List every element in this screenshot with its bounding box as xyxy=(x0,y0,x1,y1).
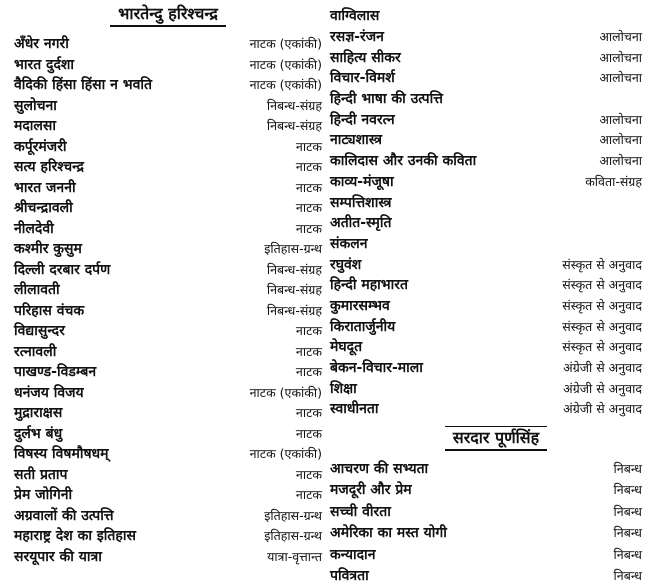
work-title: नीलदेवी xyxy=(14,220,54,237)
work-genre: निबन्ध xyxy=(613,546,642,562)
section-heading xyxy=(14,0,322,34)
work-row xyxy=(14,383,322,404)
work-genre: इतिहास-ग्रन्थ xyxy=(264,528,322,544)
work-row xyxy=(330,254,642,275)
work-genre: अंग्रेजी से अनुवाद xyxy=(563,401,642,417)
work-genre: नाटक xyxy=(295,487,322,503)
work-row xyxy=(14,55,322,76)
work-row xyxy=(14,424,322,445)
work-title: कालिदास और उनकी कविता xyxy=(330,153,477,170)
work-genre: नाटक xyxy=(295,159,322,175)
work-genre: आलोचना xyxy=(599,29,642,45)
work-genre: नाटक (एकांकी) xyxy=(249,446,322,462)
work-title: प्रेम जोगिनी xyxy=(14,487,73,504)
work-row xyxy=(330,458,642,480)
work-row xyxy=(330,6,642,27)
work-title: कर्पूरमंजरी xyxy=(14,138,67,155)
work-title: परिहास वंचक xyxy=(14,302,85,319)
work-genre: नाटक xyxy=(295,179,322,195)
work-row xyxy=(14,157,322,178)
work-genre: संस्कृत से अनुवाद xyxy=(562,297,642,313)
work-row xyxy=(330,337,642,358)
work-row xyxy=(330,522,642,544)
work-row xyxy=(330,68,642,89)
work-row xyxy=(14,526,322,547)
work-genre: निबन्ध xyxy=(613,482,642,497)
work-title: शिक्षा xyxy=(330,380,357,397)
work-genre: आलोचना xyxy=(599,49,642,65)
work-title: सम्पत्तिशास्त्र xyxy=(330,194,392,211)
work-genre: निबन्ध-संग्रह xyxy=(266,118,322,134)
work-row xyxy=(14,444,322,465)
work-title: पाखण्ड-विडम्बन xyxy=(14,364,97,381)
work-genre: निबन्ध-संग्रह xyxy=(266,97,322,113)
work-row xyxy=(14,260,322,281)
work-row xyxy=(330,296,642,317)
work-row xyxy=(330,275,642,296)
work-row xyxy=(14,342,322,363)
work-title: हिन्दी नवरत्न xyxy=(330,111,395,128)
work-row xyxy=(14,75,322,96)
work-genre: संस्कृत से अनुवाद xyxy=(562,277,642,293)
work-genre: नाटक xyxy=(295,220,322,236)
work-genre: संस्कृत से अनुवाद xyxy=(562,339,642,355)
work-genre: नाटक xyxy=(295,425,322,441)
work-title: सत्य हरिश्चन्द्र xyxy=(14,159,84,176)
work-genre: यात्रा-वृत्तान्त xyxy=(267,548,322,564)
work-row xyxy=(14,239,322,260)
work-genre: नाटक xyxy=(295,364,322,380)
work-title: अँधेर नगरी xyxy=(14,36,69,53)
work-title: काव्य-मंजूषा xyxy=(330,173,394,190)
work-title: मुद्राराक्षस xyxy=(14,405,63,422)
work-title: वैदिकी हिंसा हिंसा न भवति xyxy=(14,77,153,94)
work-row xyxy=(330,544,642,566)
work-title: भारत जननी xyxy=(14,179,76,196)
work-genre: निबन्ध xyxy=(613,568,642,583)
work-title: धनंजय विजय xyxy=(14,384,84,401)
work-row xyxy=(14,219,322,240)
work-row xyxy=(330,565,642,587)
work-genre: नाटक xyxy=(295,405,322,421)
works-list-sardar xyxy=(330,458,642,587)
work-row xyxy=(330,479,642,501)
work-genre: नाटक xyxy=(295,323,322,339)
work-title: भारत दुर्दशा xyxy=(14,56,75,73)
work-row xyxy=(14,547,322,568)
work-title: दुर्लभ बंधु xyxy=(14,425,63,442)
work-title: सच्ची वीरता xyxy=(330,503,391,520)
work-row xyxy=(14,137,322,158)
work-row xyxy=(330,172,642,193)
work-genre: नाटक xyxy=(295,138,322,154)
work-row xyxy=(330,109,642,130)
work-title: हिन्दी महाभारत xyxy=(330,277,408,294)
work-title: मजदूरी और प्रेम xyxy=(330,482,412,498)
work-genre: अंग्रेजी से अनुवाद xyxy=(563,360,642,376)
work-row xyxy=(330,399,642,420)
work-title: आचरण की सभ्यता xyxy=(330,460,429,477)
work-row xyxy=(330,213,642,234)
work-row xyxy=(14,116,322,137)
work-row xyxy=(14,362,322,383)
work-genre: आलोचना xyxy=(599,132,642,148)
work-title: रत्नावली xyxy=(14,343,57,360)
work-title: सरयूपार की यात्रा xyxy=(14,548,102,565)
work-genre: नाटक (एकांकी) xyxy=(249,36,322,52)
author-heading-bharatendu: भारतेन्दु हरिश्चन्द्र xyxy=(110,2,226,27)
work-genre: निबन्ध xyxy=(613,525,642,540)
work-genre: इतिहास-ग्रन्थ xyxy=(264,507,322,523)
work-row xyxy=(14,301,322,322)
section-heading xyxy=(330,420,642,458)
work-genre: नाटक (एकांकी) xyxy=(249,56,322,72)
work-row xyxy=(14,280,322,301)
right-column xyxy=(330,0,642,587)
work-genre: आलोचना xyxy=(599,70,642,86)
work-row xyxy=(14,465,322,486)
work-title: कुमारसम्भव xyxy=(330,297,390,314)
work-title: रसज्ञ-रंजन xyxy=(330,29,384,46)
work-row xyxy=(14,178,322,199)
work-genre: निबन्ध xyxy=(613,503,642,519)
work-genre: निबन्ध xyxy=(613,460,642,476)
work-title: विचार-विमर्श xyxy=(330,70,395,87)
work-title: वाग्विलास xyxy=(330,8,380,25)
work-title: कन्यादान xyxy=(330,546,376,563)
work-row xyxy=(330,47,642,68)
work-title: हिन्दी भाषा की उत्पत्ति xyxy=(330,91,443,108)
work-title: रघुवंश xyxy=(330,256,362,273)
work-genre: निबन्ध-संग्रह xyxy=(266,261,322,277)
work-genre: संस्कृत से अनुवाद xyxy=(562,256,642,272)
work-row xyxy=(330,130,642,151)
work-title: बेकन-विचार-माला xyxy=(330,360,423,377)
work-row xyxy=(330,358,642,379)
work-row xyxy=(14,96,322,117)
work-row xyxy=(330,378,642,399)
work-title: पवित्रता xyxy=(330,568,369,584)
work-row xyxy=(14,506,322,527)
work-title: नाट्यशास्त्र xyxy=(330,132,382,149)
work-row xyxy=(14,403,322,424)
work-title: सुलोचना xyxy=(14,97,57,114)
work-title: दिल्ली दरबार दर्पण xyxy=(14,261,111,278)
work-genre: कविता-संग्रह xyxy=(585,173,642,189)
works-list-bharatendu xyxy=(14,34,322,567)
work-genre: इतिहास-ग्रन्थ xyxy=(264,241,322,257)
work-genre: संस्कृत से अनुवाद xyxy=(562,318,642,334)
left-column xyxy=(14,0,322,567)
work-row xyxy=(330,192,642,213)
work-title: विद्यासुन्दर xyxy=(14,323,65,340)
work-title: संकलन xyxy=(330,235,368,252)
work-genre: अंग्रेजी से अनुवाद xyxy=(563,380,642,396)
work-title: साहित्य सीकर xyxy=(330,49,401,66)
work-title: सती प्रताप xyxy=(14,466,68,483)
work-genre: आलोचना xyxy=(599,111,642,127)
work-row xyxy=(330,234,642,255)
work-row xyxy=(14,198,322,219)
author-heading-sardar: सरदार पूर्णसिंह xyxy=(445,426,547,451)
work-genre: नाटक xyxy=(295,466,322,482)
work-title: अतीत-स्मृति xyxy=(330,215,392,232)
work-title: लीलावती xyxy=(14,282,60,299)
work-title: श्रीचन्द्रावली xyxy=(14,200,73,217)
work-row xyxy=(330,151,642,172)
work-title: मेघदूत xyxy=(330,339,363,356)
work-title: मदालसा xyxy=(14,118,57,135)
work-title: अग्रवालों की उत्पत्ति xyxy=(14,507,114,524)
work-row xyxy=(330,316,642,337)
work-title: स्वाधीनता xyxy=(330,401,379,418)
work-genre: नाटक xyxy=(295,343,322,359)
works-list-continued xyxy=(330,0,642,420)
work-genre: आलोचना xyxy=(599,153,642,169)
work-row xyxy=(14,34,322,55)
work-title: कश्मीर कुसुम xyxy=(14,241,82,258)
work-genre: निबन्ध-संग्रह xyxy=(266,282,322,298)
work-genre: नाटक (एकांकी) xyxy=(249,77,322,93)
work-row xyxy=(330,89,642,110)
work-row xyxy=(14,321,322,342)
work-title: महाराष्ट्र देश का इतिहास xyxy=(14,528,136,545)
work-title: किरातार्जुनीय xyxy=(330,318,396,335)
work-genre: नाटक xyxy=(295,200,322,216)
work-title: विषस्य विषमौषधम् xyxy=(14,446,109,463)
work-title: अमेरिका का मस्त योगी xyxy=(330,525,447,541)
work-row xyxy=(14,485,322,506)
work-genre: नाटक (एकांकी) xyxy=(249,384,322,400)
work-genre: निबन्ध-संग्रह xyxy=(266,302,322,318)
work-row xyxy=(330,27,642,48)
work-row xyxy=(330,501,642,523)
